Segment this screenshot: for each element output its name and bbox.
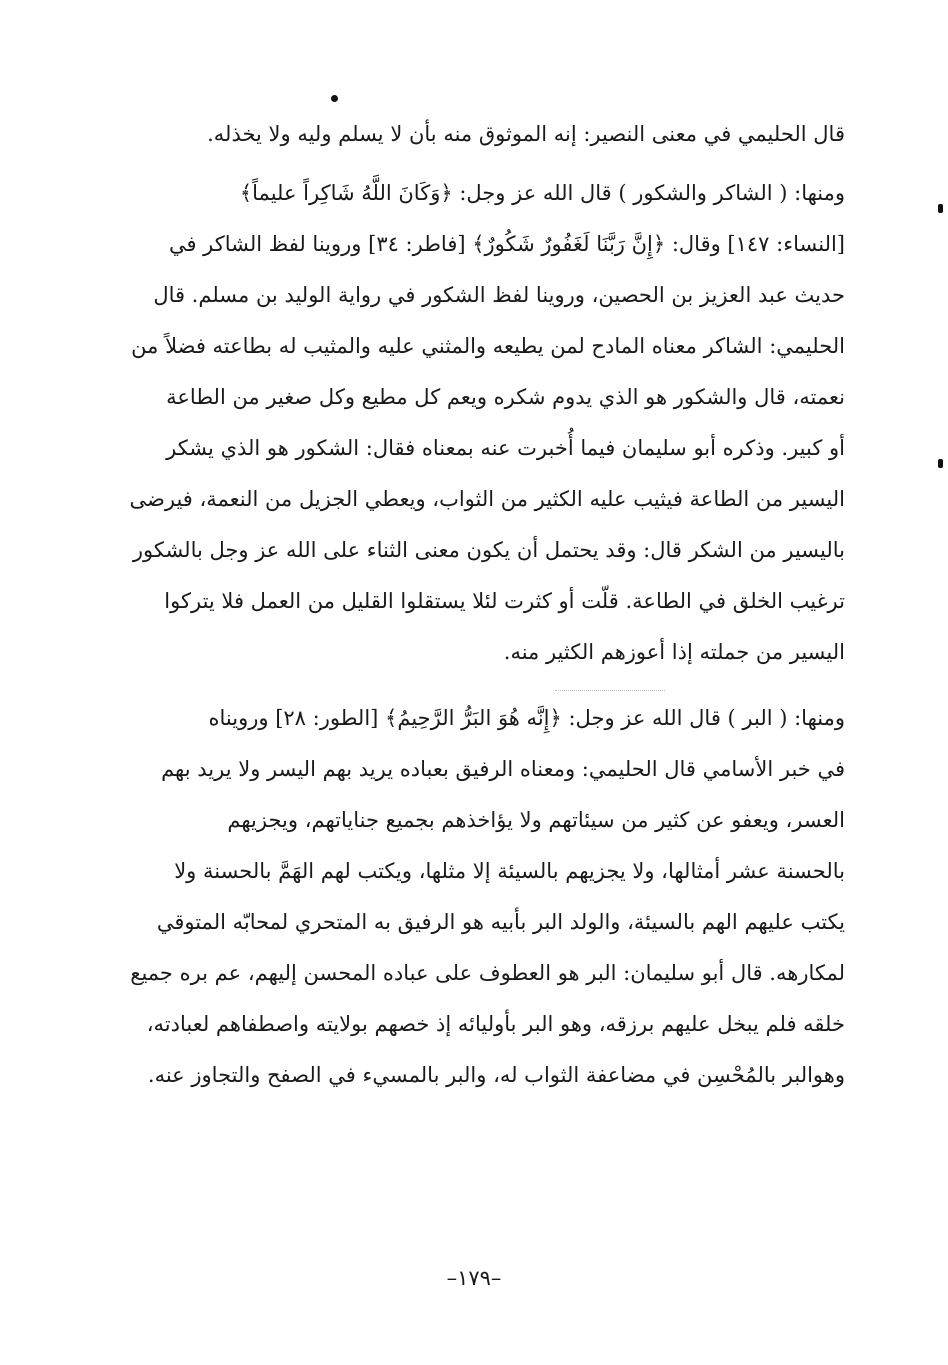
margin-mark xyxy=(938,459,943,468)
text-line: لمكارهه. قال أبو سليمان: البر هو العطوف على عباده المحسن إليهم، عم بره جميع xyxy=(130,961,845,985)
page-number: –١٧٩– xyxy=(446,1266,502,1290)
faint-rule xyxy=(555,690,665,692)
text-line: حديث عبد العزيز بن الحصين، وروينا لفظ الشكور في رواية الوليد بن مسلم. قال xyxy=(153,283,845,307)
margin-mark xyxy=(938,204,943,213)
text-line: باليسير من الشكر قال: وقد يحتمل أن يكون معنى الثناء على الله عز وجل بالشكور xyxy=(132,538,845,562)
text-line: نعمته، قال والشكور هو الذي يدوم شكره ويعم كل مطيع وكل صغير من الطاعة xyxy=(166,385,845,409)
text-line: ومنها: ( الشاكر والشكور ) قال الله عز وجل: ﴿وَكَانَ اللَّهُ شَاكِراً عليماً﴾ xyxy=(239,181,845,205)
paragraph-barr xyxy=(130,693,845,1101)
text-line: بالحسنة عشر أمثالها، ولا يجزيهم بالسيئة إلا مثلها، ويكتب لهم الهَمَّ بالحسنة ولا xyxy=(174,859,845,883)
text-line: خلقه فلم يبخل عليهم برزقه، وهو البر بأوليائه إذ خصهم بولايته واصطفاهم لعبادته، xyxy=(146,1012,845,1036)
text-line: العسر، ويعفو عن كثير من سيئاتهم ولا يؤاخذهم بجميع جناياتهم، ويجزيهم xyxy=(227,808,845,832)
text-line: ومنها: ( البر ) قال الله عز وجل: ﴿إِنَّه هُوَ البَرُّ الرَّحِيمُ﴾ [الطور: ٢٨] ورويناه xyxy=(208,706,845,730)
text-line: اليسير من جملته إذا أعوزهم الكثير منه. xyxy=(503,640,845,664)
text-line: يكتب عليهم الهم بالسيئة، والولد البر بأبيه هو الرفيق به المتحري لمحابّه المتوقي xyxy=(156,910,845,934)
text-line: في خبر الأسامي قال الحليمي: ومعناه الرفيق بعباده يريد بهم اليسر ولا يريد بهم xyxy=(161,757,845,781)
paragraph-shakir-shakur xyxy=(130,168,845,678)
ink-dot xyxy=(331,95,338,102)
paragraph-halimi-nasir xyxy=(130,109,845,160)
text-line: [النساء: ١٤٧] وقال: ﴿إِنَّ رَبَّنَا لَغَفُورٌ شَكُورٌ﴾ [فاطر: ٣٤] وروينا لفظ الشاكر في xyxy=(168,232,845,256)
text-line: وهوالبر بالمُحْسِن في مضاعفة الثواب له، والبر بالمسيء في الصفح والتجاوز عنه. xyxy=(147,1063,845,1087)
text-line: الحليمي: الشاكر معناه المادح لمن يطيعه والمثني عليه والمثيب له بطاعته فضلاً من xyxy=(131,334,845,358)
text-line: اليسير من الطاعة فيثيب عليه الكثير من الثواب، ويعطي الجزيل من النعمة، فيرضى xyxy=(130,487,845,511)
text-line: ترغيب الخلق في الطاعة. قلّت أو كثرت لئلا يستقلوا القليل من العمل فلا يتركوا xyxy=(164,589,845,613)
text-line: قال الحليمي في معنى النصير: إنه الموثوق منه بأن لا يسلم وليه ولا يخذله. xyxy=(207,122,845,146)
text-line: أو كبير. وذكره أبو سليمان فيما أُخبرت عنه بمعناه فقال: الشكور هو الذي يشكر xyxy=(166,436,845,460)
